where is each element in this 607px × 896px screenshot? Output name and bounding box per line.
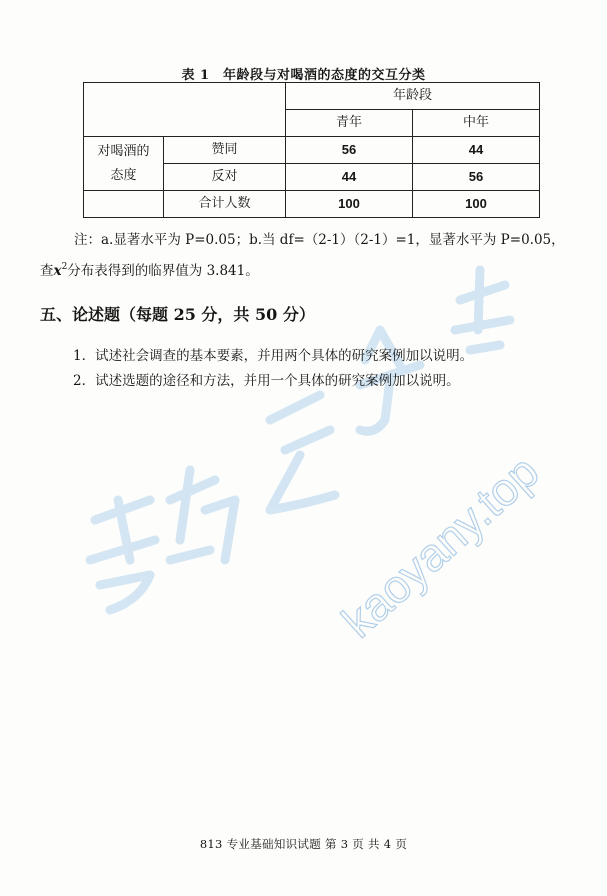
note-prefix: 查 (40, 263, 54, 279)
section-title: 五、论述题（每题 25 分，共 50 分） (40, 305, 315, 324)
watermark-text: kaoyany.top (331, 445, 549, 648)
chi-superscript: 2 (61, 262, 68, 272)
note-line-2 (40, 261, 580, 281)
row-group-line1: 对喝酒的 (97, 143, 150, 159)
note-line-1: 注：a.显著水平为 P=0.05；b.当 df=（2-1）（2-1）=1，显著水平为 P=0.05， (74, 232, 565, 248)
cell-agree-middle: 44 (413, 137, 540, 164)
crosstab-table (83, 82, 540, 218)
row-label-total: 合计人数 (164, 191, 286, 218)
header-group: 年龄段 (286, 83, 540, 110)
row-label-agree: 赞同 (164, 137, 286, 164)
note-suffix: 分布表得到的临界值为 3.841。 (67, 263, 259, 279)
cell-oppose-middle: 56 (413, 164, 540, 191)
row-label-oppose: 反对 (164, 164, 286, 191)
question-2: 2．试述选题的途径和方法，并用一个具体的研究案例加以说明。 (73, 373, 460, 389)
row-total-blank (84, 191, 164, 218)
cell-oppose-youth: 44 (286, 164, 413, 191)
row-group-label (84, 137, 164, 191)
table-corner-cell (84, 83, 286, 137)
question-1: 1．试述社会调查的基本要素，并用两个具体的研究案例加以说明。 (73, 348, 474, 364)
cell-total-middle: 100 (413, 191, 540, 218)
cell-total-youth: 100 (286, 191, 413, 218)
page-footer: 813 专业基础知识试题 第 3 页 共 4 页 (199, 837, 408, 851)
table-title: 表 1 年龄段与对喝酒的态度的交互分类 (181, 68, 426, 83)
row-group-line2: 态度 (110, 167, 137, 183)
cell-agree-youth: 56 (286, 137, 413, 164)
col-header-youth: 青年 (286, 110, 413, 137)
chi-symbol: x (53, 263, 62, 279)
col-header-middle-age: 中年 (413, 110, 540, 137)
